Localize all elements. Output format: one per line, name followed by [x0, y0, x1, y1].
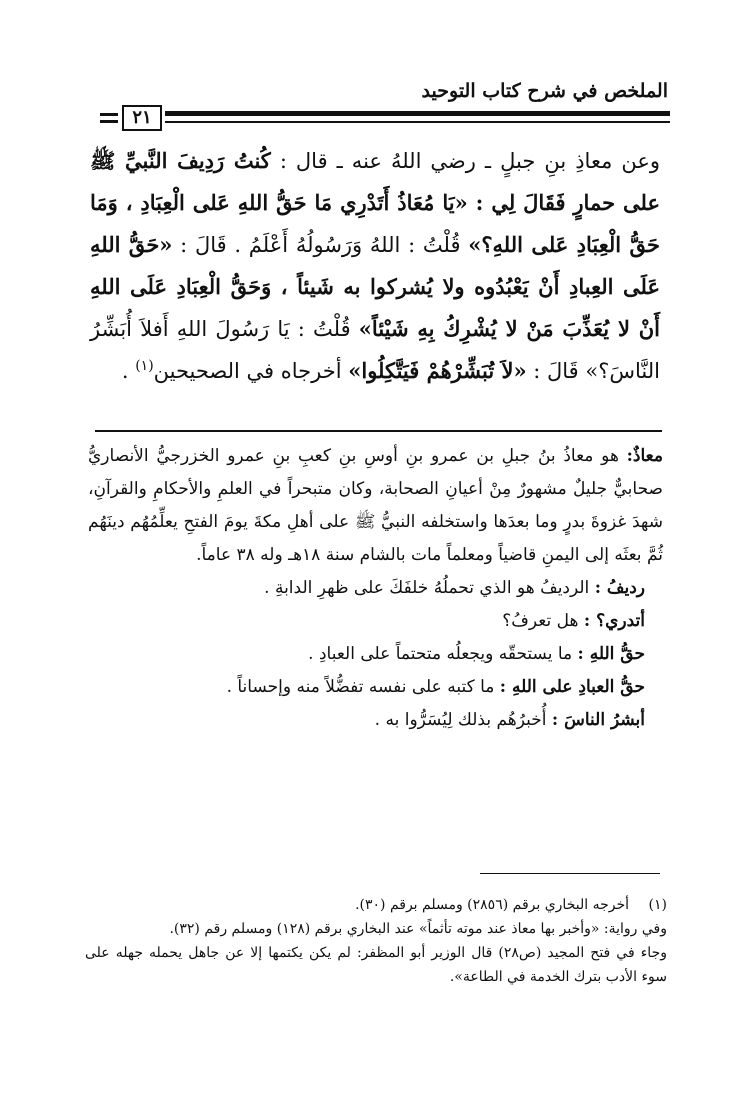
glossary-term: رديفُ :	[594, 578, 645, 598]
header-rule-thick	[165, 111, 670, 116]
glossary-definition: ما يستحقّه ويجعلُه متحتماً على العبادِ .	[308, 644, 578, 664]
glossary-term: حقُّ العبادِ على اللهِ :	[499, 677, 645, 697]
glossary-term: أبشرُ الناسَ :	[551, 710, 645, 730]
hadith-end: .	[121, 359, 136, 383]
glossary-entry	[88, 704, 663, 737]
glossary-definition: هل تعرفُ؟	[502, 611, 584, 631]
glossary-definition: أُخبرُهُم بذلك لِيُسَرُّوا به .	[374, 710, 552, 730]
hadith-quote-2: «حَقُّ اللهِ عَلَى العِبادِ أَنْ يَعْبُدُوه ولا يُشركوا به شَيئاً ، وَحَقُّ الْعِبَادِ عَلَى اللهِ أَنْ لا يُعَذِّبَ مَنْ لا يُشْرِكُ بِهِ شَيْئاً»	[90, 232, 660, 341]
footnote-line-2: وفي رواية: «وأخبر بها معاذ عند موته تأثماً» عند البخاري برقم (١٢٨) ومسلم رقم (٣٢).	[169, 921, 667, 937]
glossary-term: معاذٌ:	[626, 446, 663, 466]
glossary-term: أتدري؟ :	[583, 611, 645, 631]
footnote-number: (١)	[648, 897, 667, 913]
glossary-entry	[88, 440, 663, 572]
header-dash-top	[100, 113, 118, 116]
hadith-speech-2: قُلْتُ : يَا رَسُولَ اللهِ أَفلاَ أُبَشِّرُ النَّاسَ؟» قَالَ :	[90, 317, 660, 383]
footnotes	[85, 893, 667, 989]
footnote-line-3: وجاء في فتح المجيد (ص٢٨) قال الوزير أبو المظفر: لم يكن يكتمها إلا عن جاهل يحمله جهله على سوء الأدب بترك الخدمة في الطاعة».	[85, 945, 667, 985]
glossary-entry	[88, 638, 663, 671]
glossary-entry	[88, 671, 663, 704]
hadith-source: أخرجاه في الصحيحين	[153, 359, 349, 383]
header-rule-thin	[165, 121, 670, 123]
footnote-reference[interactable]: (١)	[135, 358, 154, 374]
hadith-intro: وعن معاذِ بنِ جبلٍ ـ رضي اللهُ عنه ـ قال :	[270, 149, 661, 173]
hadith-quote-1: كُنتُ رَدِيفَ النَّبيِّ ﷺ على حمارٍ فَقَالَ لِي : «يَا مُعَاذُ أَتَدْرِي مَا حَقُّ اللهِ عَلى الْعِبَادِ ، وَمَا حَقُّ الْعِبَادِ عَلى اللهِ؟»	[90, 148, 660, 257]
header-dash-bottom	[100, 120, 118, 123]
glossary-definition: ما كتبه على نفسه تفضُّلاً منه وإحساناً .	[226, 677, 500, 697]
glossary-entry	[88, 605, 663, 638]
running-title: الملخص في شرح كتاب التوحيد	[421, 80, 668, 102]
footnote-rule	[480, 873, 660, 874]
footnote-line-1: أخرجه البخاري برقم (٢٨٥٦) ومسلم برقم (٣٠).	[355, 897, 629, 913]
glossary-entry	[88, 572, 663, 605]
glossary-term: حقُّ اللهِ :	[577, 644, 645, 664]
footnote-1	[85, 893, 667, 917]
glossary-definition: الرديفُ هو الذي تحملُهُ خلفَكَ على ظهرِ الدابةِ .	[264, 578, 595, 598]
hadith-speech-1: قُلْتُ : اللهُ وَرَسُولُهُ أَعْلَمُ . قَالَ :	[172, 233, 469, 257]
hadith-quote-3: «لاَ تُبَشِّرْهُمْ فَيَتَّكِلُوا»	[348, 358, 527, 383]
hadith-text	[90, 140, 660, 392]
section-divider	[95, 430, 662, 432]
glossary-definition: هو معاذُ بنُ جبلِ بن عمرو بنِ أوسِ بنِ كعبِ بنِ عمرو الخزرجيُّ الأنصاريُّ صحابيٌّ جليلٌ مشهورٌ مِنْ أعيانِ الصحابة، وكان متبحراً في العلمِ والأحكامِ والقرآنِ، شهدَ غزوةَ بدرٍ وما بعدَها واستخلفه النبيُّ ﷺ على أهلِ مكةَ يومَ الفتحِ يعلِّمُهُم دينَهُم ثُمَّ بعثَه إلى اليمنِ قاضياً ومعلماً مات بالشام سنة ١٨هـ وله ٣٨ عاماً.	[88, 446, 663, 565]
page-number: ٢١	[122, 105, 162, 131]
glossary	[88, 440, 663, 737]
